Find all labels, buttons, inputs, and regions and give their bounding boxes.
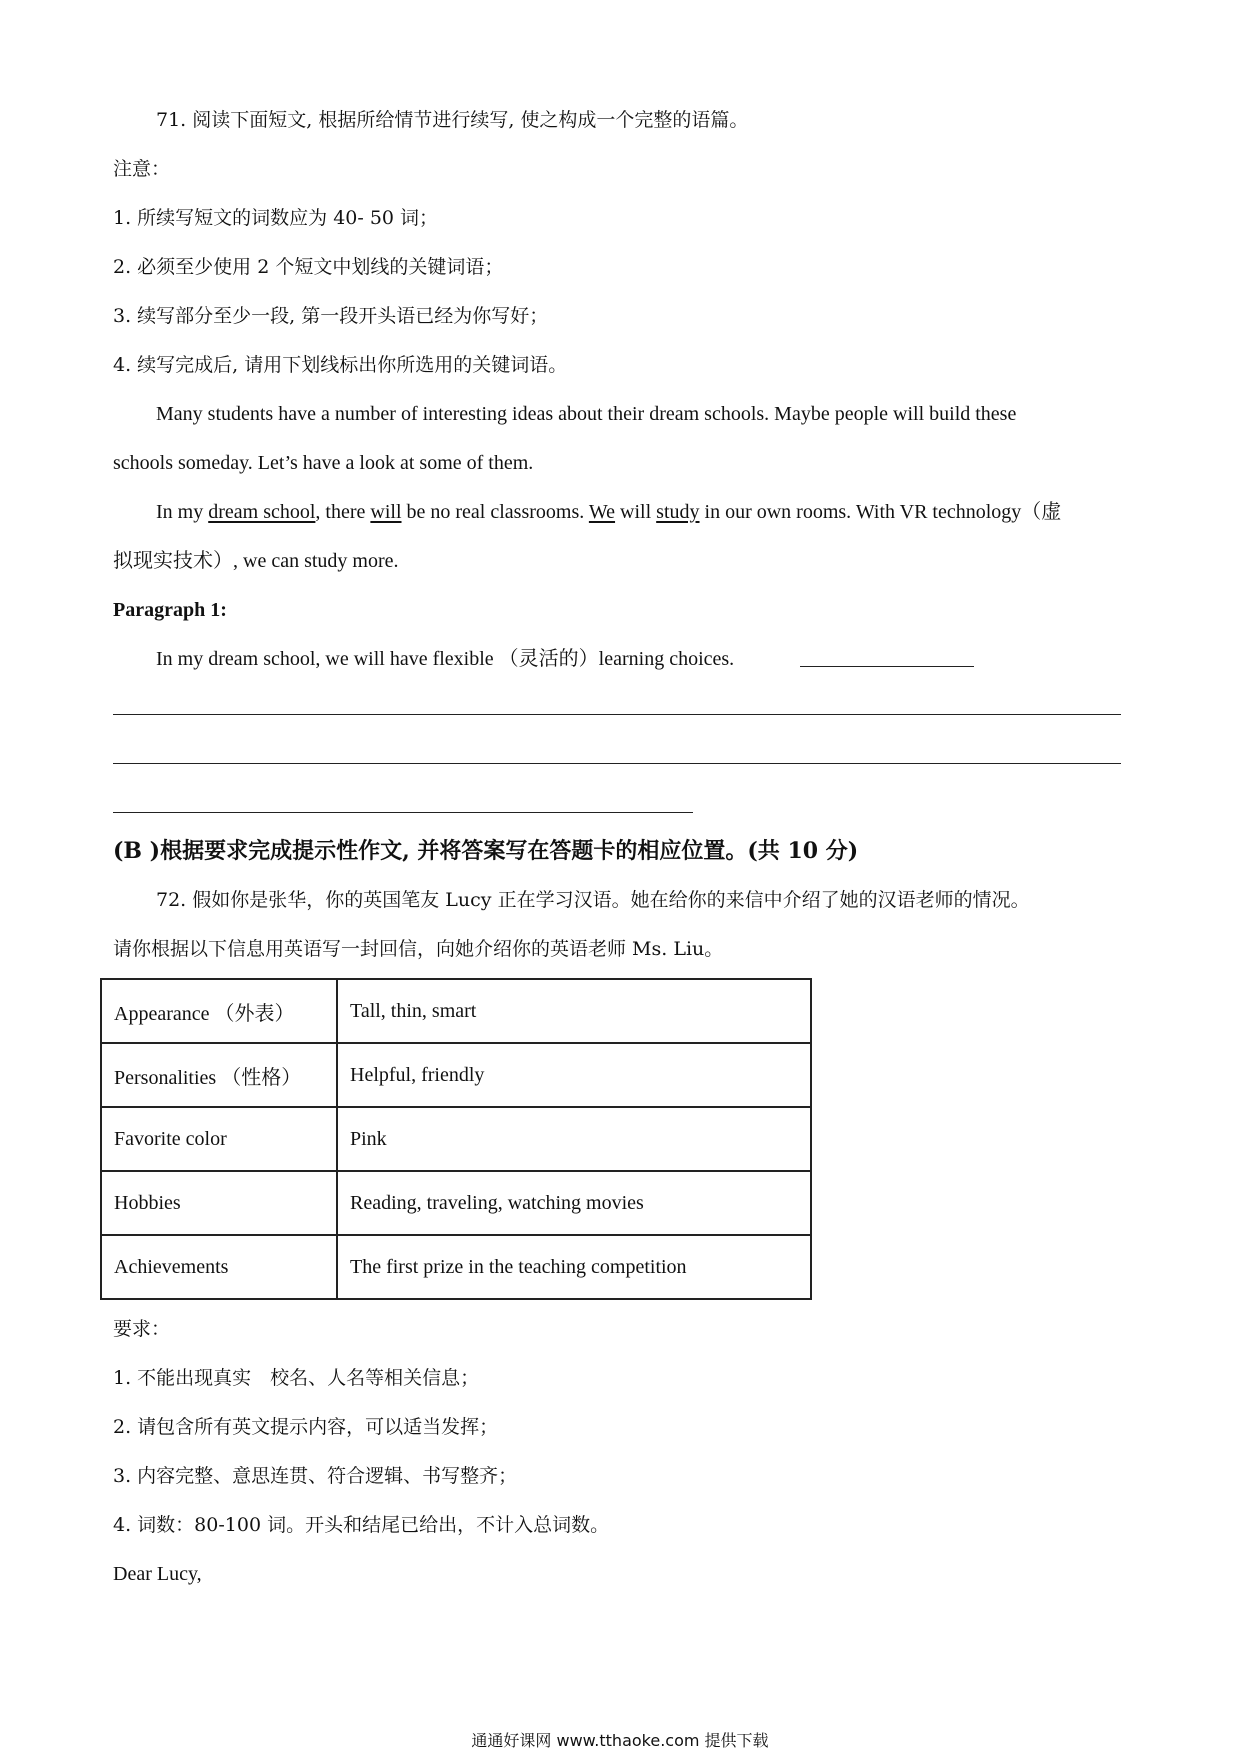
table-value: Pink (337, 1107, 811, 1171)
passage-text: , there (315, 501, 371, 523)
passage-line: schools someday. Let’s have a look at some of them. (113, 452, 534, 474)
table-key: Personalities （性格） (101, 1043, 337, 1107)
requirement-item: 3. 内容完整、意思连贯、符合逻辑、书写整齐； (113, 1465, 518, 1487)
passage-underlined-line (156, 500, 1061, 524)
answer-line (113, 763, 1121, 764)
table-key: Hobbies (101, 1171, 337, 1235)
paragraph-start: In my dream school, we will have flexible （灵活的）learning choices. (156, 648, 735, 670)
answer-line (113, 812, 693, 813)
table-row (101, 1235, 811, 1299)
note-item: 3. 续写部分至少一段, 第一段开头语已经为你写好； (113, 305, 549, 327)
keyword-study: study (656, 501, 700, 523)
q71-title: 71. 阅读下面短文, 根据所给情节进行续写, 使之构成一个完整的语篇。 (156, 109, 749, 131)
passage-text: in our own rooms. With VR technology（虚 (699, 501, 1062, 523)
table-row (101, 979, 811, 1043)
keyword-will: will (370, 501, 402, 523)
requirements-label: 要求： (113, 1318, 171, 1340)
passage-line: Many students have a number of interesting ideas about their dream schools. Maybe people will build these (156, 403, 1017, 425)
page-footer: 通通好课网 www.tthaoke.com 提供下载 (471, 1731, 769, 1750)
passage-text: In my (156, 501, 209, 523)
table-value: Reading, traveling, watching movies (337, 1171, 811, 1235)
q72-prompt-line: 72. 假如你是张华，你的英国笔友 Lucy 正在学习汉语。她在给你的来信中介绍了她的汉语老师的情况。 (156, 889, 1030, 911)
note-item: 1. 所续写短文的词数应为 40- 50 词； (113, 207, 439, 229)
table-value: Tall, thin, smart (337, 979, 811, 1043)
passage-text: will (615, 501, 657, 523)
section-b-heading: (B )根据要求完成提示性作文, 并将答案写在答题卡的相应位置。(共 10 分) (113, 838, 859, 864)
answer-line (113, 714, 1121, 715)
passage-text: be no real classrooms. (401, 501, 589, 523)
requirement-item: 4. 词数：80-100 词。开头和结尾已给出，不计入总词数。 (113, 1514, 610, 1536)
keyword-dream-school: dream school (208, 501, 316, 523)
passage-line: 拟现实技术）, we can study more. (113, 550, 399, 572)
note-item: 4. 续写完成后, 请用下划线标出你所选用的关键词语。 (113, 354, 568, 376)
table-key: Achievements (101, 1235, 337, 1299)
table-row (101, 1043, 811, 1107)
paragraph-label: Paragraph 1: (113, 599, 227, 621)
table-key: Favorite color (101, 1107, 337, 1171)
note-item: 2. 必须至少使用 2 个短文中划线的关键词语； (113, 256, 504, 278)
table-key: Appearance （外表） (101, 979, 337, 1043)
table-row (101, 1107, 811, 1171)
requirement-item: 2. 请包含所有英文提示内容，可以适当发挥； (113, 1416, 499, 1438)
notes-label: 注意： (113, 158, 171, 180)
answer-line (800, 666, 974, 667)
letter-greeting: Dear Lucy, (113, 1563, 202, 1585)
requirement-item: 1. 不能出现真实 校名、人名等相关信息； (113, 1367, 480, 1389)
keyword-we: We (588, 501, 616, 523)
teacher-info-table (100, 978, 812, 1300)
table-row (101, 1171, 811, 1235)
table-value: Helpful, friendly (337, 1043, 811, 1107)
table-value: The first prize in the teaching competition (337, 1235, 811, 1299)
q72-prompt-line: 请你根据以下信息用英语写一封回信，向她介绍你的英语老师 Ms. Liu。 (113, 938, 724, 960)
